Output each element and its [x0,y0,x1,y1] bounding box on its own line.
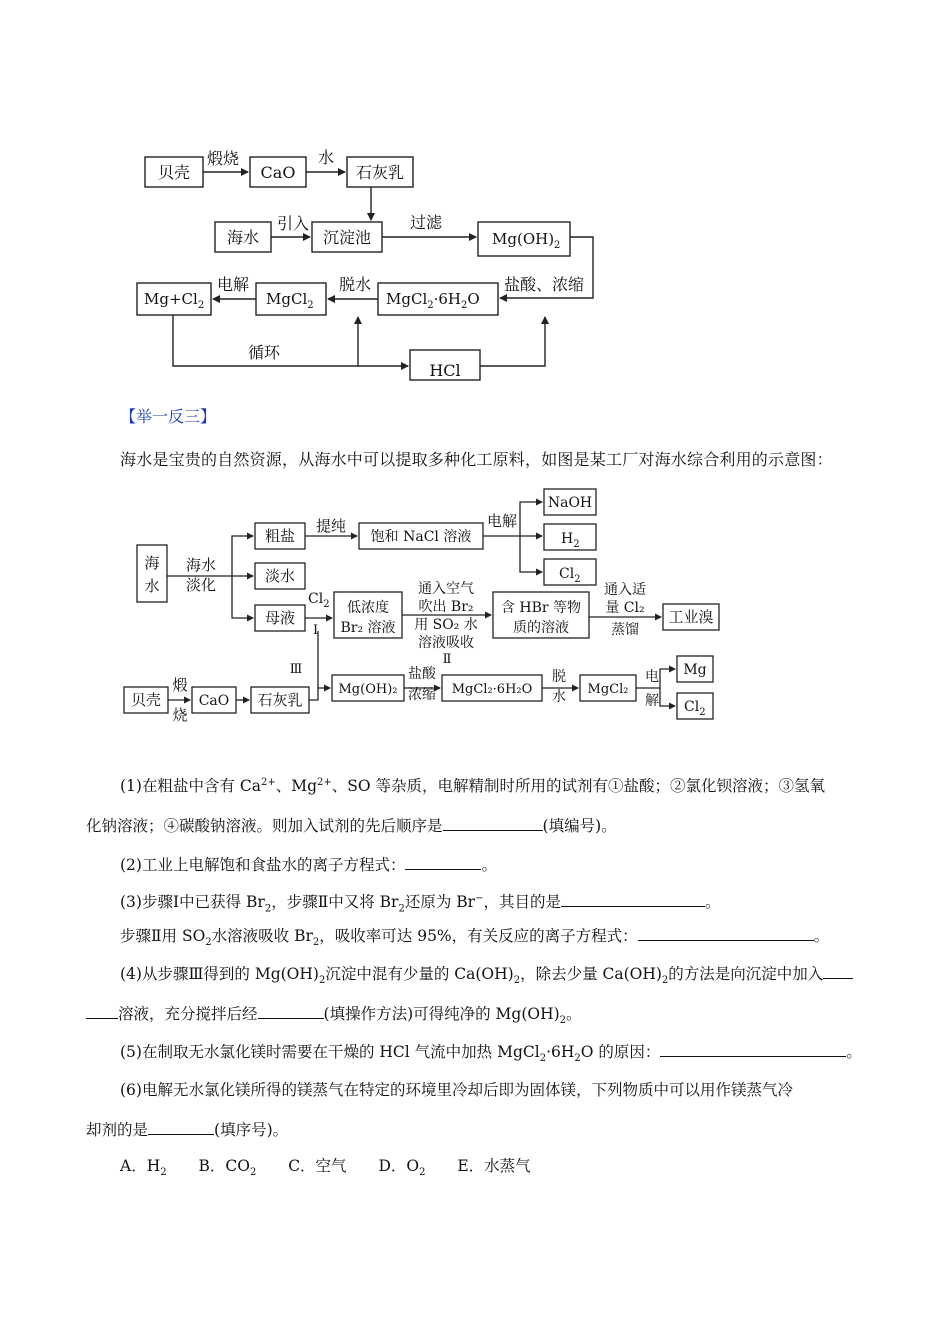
node-mgoh2-2: Mg(OH)₂ [338,682,398,697]
question-1-line2 [86,816,617,836]
option-b: B．$CO_2$ [198,1157,257,1179]
label-step1: Ⅰ [313,623,319,638]
q4-answer-blank-a[interactable] [823,964,853,979]
q1-text-a: (1)在粗盐中含有 Ca [120,777,261,796]
node-mgoh2: $Mg(OH)_2$ [492,230,561,251]
label-purify: 提纯 [315,517,347,535]
q1-line2-text: 化钠溶液；④碳酸钠溶液。则加入试剂的先后顺序是 [86,817,443,835]
q3-sub2: 2 [398,903,405,915]
desal-line1: 海水 [185,556,217,574]
box-ind-br [663,604,719,630]
q4-line2-end: 。 [566,1005,582,1023]
blow-line3: 用 SO₂ 水 [414,617,478,633]
hbr-line1: 含 HBr 等物 [500,600,582,616]
node-mgcl2hyd2: MgCl₂·6H₂O [451,682,533,697]
q3-end: 。 [704,893,721,912]
question-3-line1 [120,889,720,919]
calcine-line1: 煅 [172,676,188,694]
question-6-line2 [86,1120,288,1140]
node-h2: $H_2$ [561,531,580,550]
node-hcl: HCl [429,361,461,380]
q4-text-d: 的方法是向沉淀中加入 [668,965,824,983]
question-6-line1 [120,1080,793,1100]
box-mother-liquor [255,605,305,631]
acid-conc-line2: 浓缩 [408,687,436,703]
node-mother-liquor: 母液 [264,609,296,627]
section-intro: 海水是宝贵的自然资源，从海水中可以提取多种化工原料，如图是某工厂对海水综合利用的示意图： [120,450,833,469]
q5-text-a: (5)在制取无水氯化镁时需要在干燥的 HCl 气流中加热 MgCl [120,1043,540,1061]
node-seawater: 海水 [226,228,260,247]
question-4-line1 [120,964,853,991]
elec2-line2: 解 [645,693,659,709]
q4-sub1: 2 [318,975,326,987]
q3-line2-text-a: 步骤Ⅱ用 SO [120,927,206,945]
q5-text-b: ·6H [546,1043,575,1061]
question-4-line2 [86,1004,582,1031]
q4-line2-text-a: 溶液，充分搅拌后经 [118,1005,258,1023]
label-cycle: 循环 [248,343,281,362]
box-mgcl2 [580,675,636,701]
magnesium-flow-diagram [0,0,950,400]
q3-line2-text-c: ，吸收率可达 95%，有关反应的离子方程式： [319,927,638,945]
q3-sub1: 2 [264,903,272,915]
q3-answer-blank[interactable] [561,892,705,907]
q4-line2-text-b: (填操作方法)可得纯净的 Mg(OH) [323,1005,560,1023]
box-h2 [544,524,596,550]
acid-conc-line1: 盐酸 [408,666,436,682]
q3-line2-sub2: 2 [312,937,320,949]
blow-line1: 通入空气 [418,581,474,597]
q4-sub2: 2 [513,975,521,987]
node-mgcl2hyd: $MgCl_2\cdot 6H_2O$ [386,290,480,311]
label-cl2: $Cl_2$ [308,591,330,610]
q1-text-c: 、SO 等杂质，电解精制时所用的试剂有①盐酸；②氯化钡溶液；③氢氧 [331,777,826,796]
section-heading: 【举一反三】 [120,407,217,426]
label-step2: Ⅱ [442,652,452,667]
q4-text-a: (4)从步骤Ⅲ得到的 Mg(OH) [120,965,319,983]
node-shell2: 贝壳 [130,691,162,709]
q6-line2-text: 却剂的是 [86,1121,149,1139]
label-filter: 过滤 [410,213,443,232]
q5-end: 。 [846,1043,862,1061]
q5-text-c: O 的原因： [580,1043,661,1061]
q2-answer-blank[interactable] [405,855,481,870]
add-cl2-line3: 蒸馏 [611,622,639,638]
seawater-line2: 水 [144,577,160,595]
q3-text-d: ，其目的是 [483,893,561,912]
label-dehydrate: 脱水 [339,275,372,294]
q5-sub2: 2 [574,1053,581,1065]
box-cao [192,687,236,713]
box-mgoh2 [332,675,404,701]
low-br-line1: 低浓度 [347,600,389,616]
q6-answer-blank[interactable] [148,1120,214,1135]
node-limemilk: 石灰乳 [355,163,405,182]
dehyd-line2: 水 [552,689,566,705]
add-cl2-line2: 量 Cl₂ [605,600,645,616]
box-crude-salt [255,523,305,549]
label-electrolysis2: 电解 [486,512,518,530]
q6-text: (6)电解无水氯化镁所得的镁蒸气在特定的环境里冷却后即为固体镁，下列物质中可以用作镁蒸气冷 [120,1081,793,1099]
question-1-line1 [120,773,825,796]
q3-text-b: ，步骤Ⅱ中又将 Br [271,893,399,912]
box-sat-nacl [359,523,483,549]
q3-text-c: 还原为 Br [404,893,476,912]
q3-line2-answer-blank[interactable] [638,926,814,941]
box-mgcl2hyd [442,675,542,701]
box-seawater [137,545,167,602]
q4-text-b: 沉淀中混有少量的 Ca(OH) [325,965,514,983]
node-limemilk2: 石灰乳 [257,691,303,709]
box-hbr [493,592,589,638]
label-acid-conc: 盐酸、浓缩 [504,275,585,294]
q2-end: 。 [481,856,497,874]
q3-sup: − [475,893,484,904]
blow-line4: 溶液吸收 [418,635,474,651]
node-cao: CaO [260,163,296,182]
box-limemilk [251,687,309,713]
node-fresh-water: 淡水 [264,567,296,585]
q4-line2-sub: 2 [559,1015,567,1027]
node-mgcl2-2: MgCl₂ [587,682,629,697]
option-d: D．$O_2$ [378,1157,426,1179]
hbr-line2: 质的溶液 [513,620,569,636]
q1-line2-end: (填编号)。 [542,817,617,835]
q1-answer-blank[interactable] [443,816,543,831]
node-mgcl2prod: $Mg+Cl_2$ [144,290,205,311]
node-naoh: NaOH [547,495,593,511]
node-cao2: CaO [198,693,230,709]
elec2-line1: 电 [645,669,659,685]
label-water: 水 [318,148,335,167]
label-electrolysis: 电解 [217,275,250,294]
label-step3: Ⅲ [289,662,303,677]
node-sat-nacl: 饱和 NaCl 溶液 [370,529,472,545]
question-3-line2 [120,926,829,953]
q4-text-c: ，除去少量 Ca(OH) [520,965,662,983]
node-ind-br: 工业溴 [668,608,714,626]
q1-text-b: 、Mg [275,777,318,796]
node-mgcl2: MgCl$_2$ [266,290,314,311]
blow-line2: 吹出 Br₂ [418,599,474,615]
label-introduce: 引入 [277,214,310,233]
box-cl2 [544,559,596,585]
q1-sup-b: 2+ [317,777,332,788]
desal-line2: 淡化 [185,576,217,594]
q3-text-a: (3)步骤Ⅰ中已获得 Br [120,893,265,912]
seawater-line1: 海 [144,554,160,572]
q4-answer-blank-b[interactable] [86,1004,118,1019]
node-cl2-out: $Cl_2$ [684,699,706,718]
q3-line2-sub1: 2 [205,937,212,949]
box-naoh [544,489,596,515]
node-shell: 贝壳 [157,163,191,182]
q3-line2-text-b: 水溶液吸收 Br [211,927,313,945]
q3-line2-end: 。 [813,927,830,945]
q5-answer-blank[interactable] [660,1042,846,1057]
box-shell [124,687,168,713]
q2-text: (2)工业上电解饱和食盐水的离子方程式： [120,856,406,874]
q4-answer-blank-c[interactable] [258,1004,324,1019]
node-settling: 沉淀池 [322,228,372,247]
option-a: A．$H_2$ [120,1157,167,1179]
add-cl2-line1: 通入适 [604,582,646,598]
node-mg: Mg [683,662,707,678]
box-low-br [334,592,402,638]
box-cl2-out [677,693,713,719]
low-br-line2: Br₂ 溶液 [340,620,396,636]
node-crude-salt: 粗盐 [264,527,296,545]
label-calcine: 煅烧 [207,149,240,168]
question-5 [120,1042,862,1069]
q4-sub3: 2 [661,975,669,987]
box-fresh-water [255,563,305,589]
question-6-options [120,1156,531,1183]
q6-line2-end: (填序号)。 [214,1121,289,1139]
box-mg [677,656,713,682]
q5-sub1: 2 [539,1053,547,1065]
dehyd-line1: 脱 [552,669,566,685]
node-cl2: $Cl_2$ [559,566,581,585]
option-c: C．空气 [288,1157,347,1175]
calcine-line2: 烧 [172,706,188,724]
q1-sup-a: 2+ [260,777,276,788]
option-e: E．水蒸气 [457,1157,531,1175]
question-2 [120,855,497,875]
